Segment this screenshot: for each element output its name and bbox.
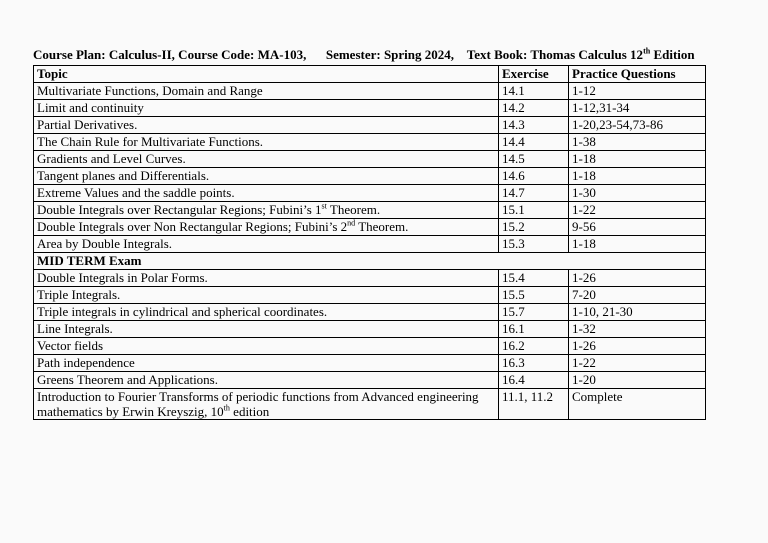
practice-questions-cell: 7-20	[569, 287, 706, 304]
text-segment: Tangent planes and Differentials.	[37, 168, 210, 183]
practice-questions-cell: 1-18	[569, 151, 706, 168]
table-header-row	[34, 66, 706, 83]
text-segment: Greens Theorem and Applications.	[37, 372, 218, 387]
exercise-cell: 15.4	[499, 270, 569, 287]
text-segment: Double Integrals over Non Rectangular Regions; Fubini’s 2	[37, 219, 348, 234]
table-row	[34, 304, 706, 321]
practice-questions-cell: 1-20,23-54,73-86	[569, 117, 706, 134]
practice-questions-cell: Complete	[569, 389, 706, 420]
practice-questions-cell: 1-22	[569, 355, 706, 372]
topic-cell	[34, 338, 499, 355]
topic-cell	[34, 117, 499, 134]
text-segment: Line Integrals.	[37, 321, 113, 336]
table-row	[34, 287, 706, 304]
practice-questions-cell: 1-38	[569, 134, 706, 151]
text-segment: Triple Integrals.	[37, 287, 121, 302]
text-segment: Introduction to Fourier Transforms of periodic functions from Advanced engineering mathematics by Erwin Kreyszig, 10	[37, 389, 479, 419]
text-segment: Multivariate Functions, Domain and Range	[37, 83, 263, 98]
practice-questions-cell: 9-56	[569, 219, 706, 236]
exercise-cell: 14.4	[499, 134, 569, 151]
topic-cell	[34, 304, 499, 321]
practice-questions-cell: 1-26	[569, 338, 706, 355]
practice-questions-cell: 1-12	[569, 83, 706, 100]
table-row	[34, 321, 706, 338]
topic-cell	[34, 168, 499, 185]
column-header-topic: Topic	[34, 66, 499, 83]
superscript-text: st	[321, 201, 327, 211]
exercise-cell: 15.2	[499, 219, 569, 236]
exercise-cell: 15.3	[499, 236, 569, 253]
practice-questions-cell: 1-10, 21-30	[569, 304, 706, 321]
text-segment: Path independence	[37, 355, 135, 370]
text-segment: Extreme Values and the saddle points.	[37, 185, 235, 200]
practice-questions-cell: 1-30	[569, 185, 706, 202]
practice-questions-cell: 1-32	[569, 321, 706, 338]
exercise-cell: 15.5	[499, 287, 569, 304]
exercise-cell: 14.5	[499, 151, 569, 168]
column-header-practice-questions: Practice Questions	[569, 66, 706, 83]
table-row	[34, 100, 706, 117]
topic-cell	[34, 321, 499, 338]
exercise-cell: 16.3	[499, 355, 569, 372]
text-segment: Area by Double Integrals.	[37, 236, 173, 251]
exercise-cell: 14.3	[499, 117, 569, 134]
text-segment: Double Integrals in Polar Forms.	[37, 270, 208, 285]
topic-cell	[34, 219, 499, 236]
exercise-cell: 16.2	[499, 338, 569, 355]
exercise-cell: 16.1	[499, 321, 569, 338]
topic-cell	[34, 134, 499, 151]
text-segment: Course Plan: Calculus-II, Course Code: MA-103, Semester: Spring 2024, Text Book: Thomas Calculus 12	[33, 47, 644, 62]
topic-cell	[34, 287, 499, 304]
exercise-cell: 15.1	[499, 202, 569, 219]
table-row	[34, 202, 706, 219]
text-segment: Theorem.	[326, 202, 381, 217]
topic-cell	[34, 83, 499, 100]
table-row	[34, 185, 706, 202]
topic-cell	[34, 236, 499, 253]
exercise-cell: 11.1, 11.2	[499, 389, 569, 420]
text-segment: Theorem.	[355, 219, 409, 234]
practice-questions-cell: 1-18	[569, 236, 706, 253]
exercise-cell: 15.7	[499, 304, 569, 321]
topic-cell	[34, 202, 499, 219]
topic-cell	[34, 151, 499, 168]
exercise-cell: 16.4	[499, 372, 569, 389]
text-segment: Limit and continuity	[37, 100, 144, 115]
practice-questions-cell: 1-22	[569, 202, 706, 219]
table-row	[34, 338, 706, 355]
text-segment: Vector fields	[37, 338, 104, 353]
topic-cell	[34, 100, 499, 117]
superscript-text: th	[223, 403, 230, 413]
table-row	[34, 168, 706, 185]
superscript-text: th	[643, 46, 651, 56]
table-row	[34, 83, 706, 100]
midterm-exam-label: MID TERM Exam	[34, 253, 706, 270]
exercise-cell: 14.7	[499, 185, 569, 202]
table-row	[34, 151, 706, 168]
topic-cell	[34, 185, 499, 202]
text-segment: Double Integrals over Rectangular Regions; Fubini’s 1	[37, 202, 322, 217]
table-row	[34, 134, 706, 151]
course-plan-table	[33, 65, 706, 420]
text-segment: The Chain Rule for Multivariate Functions.	[37, 134, 264, 149]
text-segment: Partial Derivatives.	[37, 117, 138, 132]
text-segment: Gradients and Level Curves.	[37, 151, 186, 166]
column-header-exercise: Exercise	[499, 66, 569, 83]
text-segment: Edition	[650, 47, 695, 62]
practice-questions-cell: 1-18	[569, 168, 706, 185]
exercise-cell: 14.2	[499, 100, 569, 117]
practice-questions-cell: 1-20	[569, 372, 706, 389]
superscript-text: nd	[347, 218, 356, 228]
exercise-cell: 14.1	[499, 83, 569, 100]
text-segment: edition	[229, 404, 270, 419]
topic-cell	[34, 270, 499, 287]
table-row	[34, 355, 706, 372]
table-row	[34, 372, 706, 389]
midterm-divider-row	[34, 253, 706, 270]
topic-cell	[34, 372, 499, 389]
table-row	[34, 117, 706, 134]
practice-questions-cell: 1-26	[569, 270, 706, 287]
topic-cell	[34, 355, 499, 372]
topic-cell	[34, 389, 499, 420]
table-row	[34, 236, 706, 253]
table-row	[34, 219, 706, 236]
table-row	[34, 389, 706, 420]
course-plan-title	[33, 47, 735, 63]
table-row	[34, 270, 706, 287]
text-segment: Triple integrals in cylindrical and spherical coordinates.	[37, 304, 328, 319]
practice-questions-cell: 1-12,31-34	[569, 100, 706, 117]
exercise-cell: 14.6	[499, 168, 569, 185]
